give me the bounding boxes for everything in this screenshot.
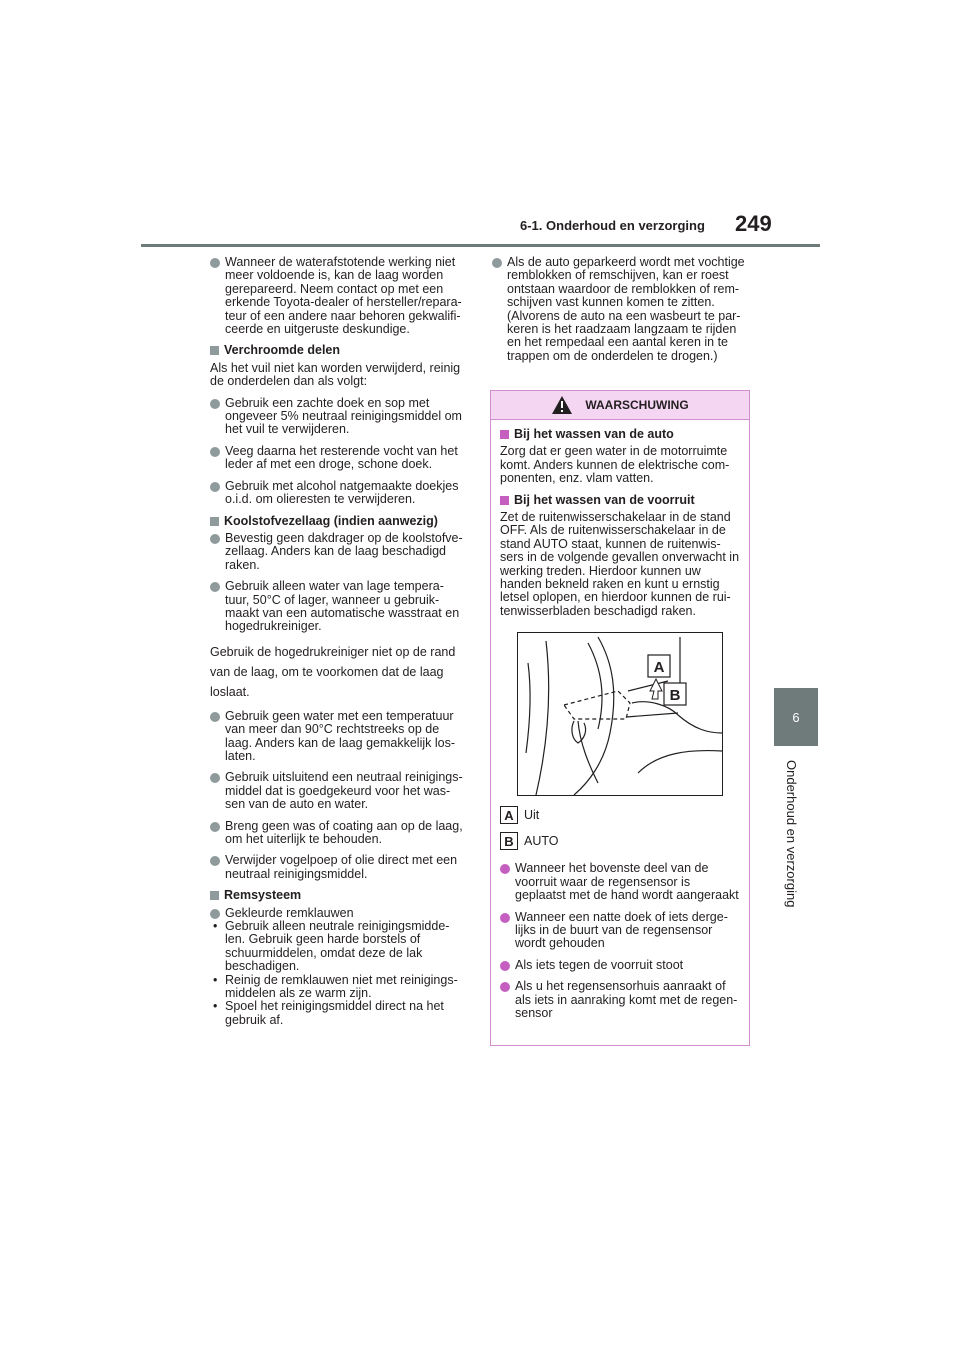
wiper-switch-drawing bbox=[518, 633, 722, 795]
bullet-icon bbox=[210, 582, 220, 592]
bullet-text: Gebruik alleen water van lage tempera-tuur, 50°C of lager, wanneer u gebruik-maakt van een automatische wasstraat en hogedrukreiniger. bbox=[225, 579, 460, 634]
list-item bbox=[500, 911, 740, 951]
sub-list-item: • Spoel het reinigingsmiddel direct na het gebruik af. bbox=[210, 1000, 468, 1027]
bullet-icon bbox=[500, 864, 510, 874]
list-item bbox=[210, 820, 468, 847]
bullet-text: Veeg daarna het resterende vocht van het leder af met een droge, schone doek. bbox=[225, 443, 458, 472]
square-icon bbox=[210, 517, 219, 526]
figure-label-a: A bbox=[653, 659, 665, 677]
bullet-text: Als iets tegen de voorruit stoot bbox=[515, 957, 684, 972]
bullet-text: Verwijder vogelpoep of olie direct met een neutraal reinigingsmiddel. bbox=[225, 853, 458, 881]
bullet-text: Gebruik geen water met een temperatuur van meer dan 90°C rechtstreeks op de laag. Anders kan de laag gemakkelijk los-laten. bbox=[225, 708, 455, 763]
sub-list-item: • Reinig de remklauwen niet met reinigings-middelen als ze warm zijn. bbox=[210, 974, 468, 1001]
legend-text: AUTO bbox=[524, 833, 559, 848]
chapter-tab bbox=[774, 688, 818, 746]
bullet-icon bbox=[210, 258, 220, 268]
section-heading bbox=[210, 515, 468, 528]
list-item bbox=[210, 532, 468, 572]
list-item bbox=[210, 480, 468, 507]
list-item bbox=[210, 710, 468, 764]
warning-header bbox=[491, 391, 749, 420]
list-item bbox=[210, 854, 468, 881]
square-icon bbox=[210, 891, 219, 900]
page-number: 249 bbox=[735, 211, 772, 236]
warning-box bbox=[490, 390, 750, 1046]
list-item bbox=[210, 397, 468, 437]
bullet-text: Bevestig geen dakdrager op de koolstofve-zellaag. Anders kan de laag beschadigd raken. bbox=[225, 530, 463, 572]
section-heading bbox=[210, 889, 468, 902]
bullet-text: Wanneer de waterafstotende werking niet meer voldoende is, kan de laag worden gerepareerd. Neem contact op met een erkende Toyota-dealer of hersteller/repara-teur of een andere naar behoren gekwalifi-ceerde en uitgeruste deskundige. bbox=[225, 255, 462, 337]
section-heading bbox=[210, 344, 468, 357]
sub-list-item: • Gebruik alleen neutrale reinigingsmidde-len. Gebruik geen harde borstels of schuurmiddelen, omdat deze de lak beschadigen. bbox=[210, 920, 468, 974]
bullet-icon bbox=[500, 913, 510, 923]
legend-text: Uit bbox=[524, 807, 540, 822]
left-column bbox=[210, 256, 468, 1027]
bullet-icon bbox=[500, 982, 510, 992]
paragraph: Zet de ruitenwisserschakelaar in de stand OFF. Als de ruitenwisserschakelaar in de stand AUTO staat, kunnen de ruitenwis-sers in de volgende gevallen onverwacht in werking treden. Hierdoor kunnen uw handen bekneld raken en kunt u ernstig letsel oplopen, en hierdoor kunnen de rui-tenwisserbladen beschadigd raken. bbox=[500, 510, 740, 618]
list-item bbox=[210, 771, 468, 811]
list-item bbox=[492, 256, 750, 363]
bullet-text: Als u het regensensorhuis aanraakt of als iets in aanraking komt met de regen-sensor bbox=[515, 979, 738, 1020]
bullet-text: Wanneer het bovenste deel van de voorruit waar de regensensor is geplaatst met de hand wordt aangeraakt bbox=[515, 861, 739, 903]
section-title: 6-1. Onderhoud en verzorging bbox=[520, 218, 705, 233]
square-icon bbox=[210, 346, 219, 355]
paragraph: Als het vuil niet kan worden verwijderd, reinig de onderdelen dan als volgt: bbox=[210, 360, 461, 389]
list-item bbox=[210, 445, 468, 472]
list-item bbox=[210, 580, 468, 634]
square-icon bbox=[500, 430, 509, 439]
figure-label-b: B bbox=[669, 687, 681, 705]
section-heading bbox=[500, 428, 740, 441]
paragraph: Gebruik de hogedrukreiniger niet op de rand van de laag, om te voorkomen dat de laag loslaat. bbox=[210, 644, 456, 699]
bullet-icon bbox=[210, 399, 220, 409]
bullet-icon bbox=[210, 822, 220, 832]
bullet-text: Gekleurde remklauwen bbox=[225, 905, 354, 920]
warning-title: WAARSCHUWING bbox=[585, 398, 689, 412]
bullet-text: Breng geen was of coating aan op de laag, om het uiterlijk te behouden. bbox=[225, 818, 463, 846]
right-column bbox=[492, 256, 750, 371]
chapter-label: Onderhoud en verzorging bbox=[784, 760, 799, 908]
legend-row bbox=[500, 832, 740, 850]
bullet-text: Gebruik met alcohol natgemaakte doekjes o.i.d. om olieresten te verwijderen. bbox=[225, 478, 459, 507]
bullet-icon bbox=[210, 773, 220, 783]
bullet-icon bbox=[210, 447, 220, 457]
warning-triangle-icon bbox=[551, 395, 573, 415]
paragraph: Zorg dat er geen water in de motorruimte komt. Anders kunnen de elektrische com-ponenten, enz. vlam vatten. bbox=[500, 444, 730, 486]
list-item bbox=[500, 959, 740, 972]
heading-text: Bij het wassen van de auto bbox=[514, 427, 674, 441]
heading-text: Bij het wassen van de voorruit bbox=[514, 492, 695, 507]
bullet-icon bbox=[500, 961, 510, 971]
bullet-text: Als de auto geparkeerd wordt met vochtige remblokken of remschijven, kan er roest ontstaan waardoor de remblokken of rem-schijven vast kunnen komen te zitten. (Alvorens de auto na een wasbeurt te par-keren is het raadzaam langzaam te rijden en het rempedaal een aantal keren in te trappen om de onderdelen te drogen.) bbox=[507, 255, 745, 363]
wiper-switch-illustration bbox=[517, 632, 723, 796]
bullet-text: Gebruik een zachte doek en sop met ongeveer 5% neutraal reinigingsmiddel om het vuil te verwijderen. bbox=[225, 395, 462, 437]
list-item bbox=[500, 980, 740, 1020]
legend-key: A bbox=[500, 806, 518, 824]
bullet-icon bbox=[210, 534, 220, 544]
list-item bbox=[500, 862, 740, 902]
list-item bbox=[210, 256, 468, 336]
header-rule bbox=[141, 244, 820, 247]
heading-text: Remsysteem bbox=[224, 888, 302, 903]
bullet-text: Gebruik uitsluitend een neutraal reinigings-middel dat is goedgekeurd voor het was-sen van de auto en water. bbox=[225, 770, 463, 812]
bullet-icon bbox=[492, 258, 502, 268]
chapter-number: 6 bbox=[792, 709, 800, 725]
heading-text: Verchroomde delen bbox=[224, 343, 341, 358]
heading-text: Koolstofvezellaag (indien aanwezig) bbox=[224, 513, 438, 528]
legend-key: B bbox=[500, 832, 518, 850]
bullet-icon bbox=[210, 712, 220, 722]
square-icon bbox=[500, 496, 509, 505]
bullet-text: Wanneer een natte doek of iets derge-lijks in de buurt van de regensensor wordt gehouden bbox=[515, 909, 728, 951]
list-item bbox=[210, 907, 468, 920]
legend-row bbox=[500, 806, 740, 824]
bullet-icon bbox=[210, 482, 220, 492]
section-heading bbox=[500, 494, 740, 507]
sub-list bbox=[210, 920, 468, 1027]
bullet-icon bbox=[210, 856, 220, 866]
bullet-icon bbox=[210, 909, 220, 919]
warning-body bbox=[491, 420, 749, 1020]
